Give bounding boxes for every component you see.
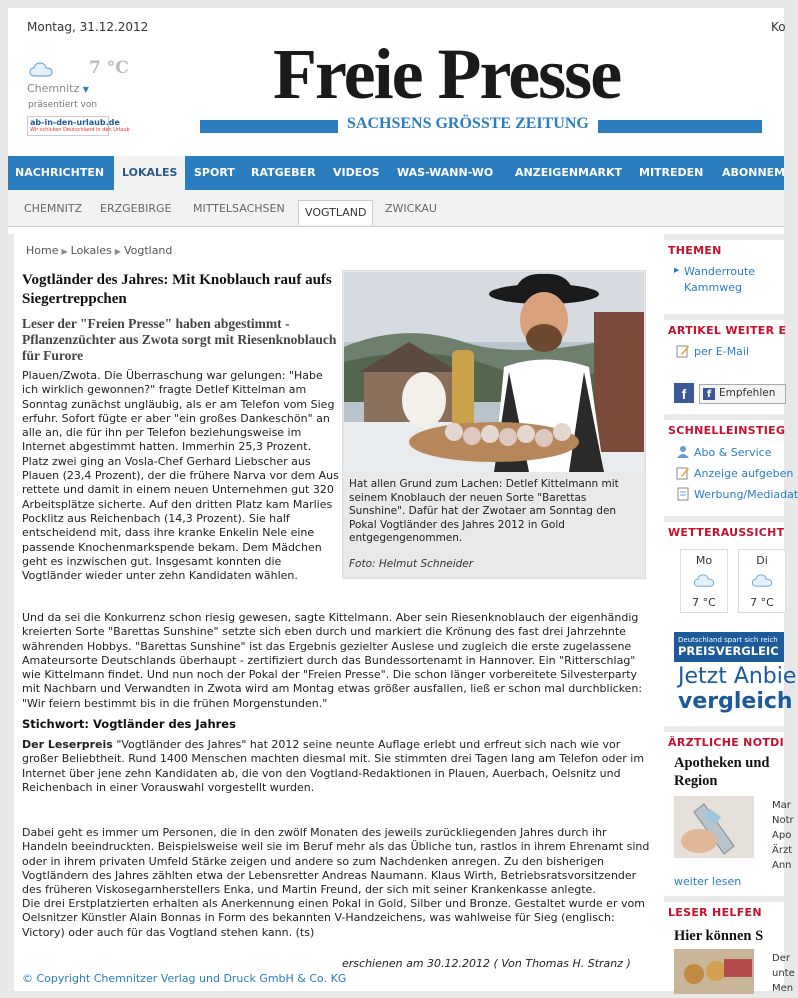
article-photo-box [342, 270, 646, 579]
quicklink-anzeige[interactable]: Anzeige aufgeben [694, 467, 794, 480]
weather-day-label: Di [756, 554, 768, 567]
weather-day-mo[interactable] [680, 549, 728, 613]
header-right-link[interactable]: Ko [771, 20, 786, 34]
sponsor-name: ab-in-den-urlaub.de [30, 118, 120, 127]
sidebar-divider [664, 516, 784, 522]
nav-item-lokales[interactable]: LOKALES [114, 156, 185, 190]
nav-item-abonnement[interactable]: ABONNEM [722, 166, 786, 179]
quicklink-werbung[interactable]: Werbung/Mediadat [694, 488, 798, 501]
presented-by-label: präsentiert von [28, 100, 98, 110]
subnav-item-vogtland[interactable]: VOGTLAND [298, 200, 373, 225]
city-select[interactable] [27, 82, 89, 95]
notdienst-thumbnail[interactable] [674, 796, 754, 858]
article-paragraph-1: Plauen/Zwota. Die Überraschung war gelungen: "Habe ich wirklich gewonnen?" fragte Detlef Kittelman am Sonntag zunächst ungläubig, als er am Telefon vom Sieg erfuhr. Sofort fügte er aber "ein großes Dankeschön" an alle an, die für ihn per Telefon beziehungsweise im Internet abgestimmt hatten. Immerhin 25,3 Prozent. Platz zwei ging an Vosla-Chef Gerhard Liebscher aus Plauen (23,4 Prozent), der die frühere Narva vor dem Aus rettete und damit in einem neuen Unternehmen gut 320 Arbeitsplätze sicherte. Auf den dritten Platz kam Marlies Pocklitz aus Reichenbach (14,3 Prozent). Sie half entscheidend mit, dass ihre kranke Enkelin Nele eine passende Knochenmarkspende bekam. Dem Mädchen geht es inzwischen gut. Insgesamt konnten die Vogtländer wieder unter zehn Kandidaten wählen. [22, 369, 339, 583]
nav-item-videos[interactable]: VIDEOS [333, 166, 380, 179]
notdienst-line-4: Ärzt [772, 845, 793, 856]
ad-line-1: Jetzt Anbie [678, 664, 797, 689]
infobox-title: Stichwort: Vogtländer des Jahres [22, 717, 236, 731]
sidebar-themen-link[interactable]: Wanderroute Kammweg [684, 265, 756, 294]
sidebar-schnell-title: SCHNELLEINSTIEG [668, 424, 786, 437]
chevron-right-icon: ▶ [114, 247, 121, 256]
ad-brand: PREISVERGLEIC [678, 644, 779, 658]
sidebar-themen-title: THEMEN [668, 244, 722, 257]
helfen-line-2: unte [772, 968, 795, 979]
notdienst-line-3: Apo [772, 830, 792, 841]
weather-day-temp: 7 °C [750, 596, 774, 609]
cloud-icon [29, 62, 53, 78]
article-photo[interactable] [344, 272, 644, 472]
subnav-item-zwickau[interactable]: ZWICKAU [385, 202, 437, 215]
ad-line-2: vergleich [678, 689, 793, 714]
helfen-line-1: Der [772, 953, 790, 964]
notdienst-line-2: Notr [772, 815, 794, 826]
sidebar-divider [664, 314, 784, 320]
article-lead: Leser der "Freien Presse" haben abgestimmt - Pflanzenzüchter aus Zwota sorgt mit Riesenknoblauch für Furore [22, 316, 337, 363]
infobox-lead: Der Leserpreis [22, 738, 113, 751]
sponsor-logo[interactable] [27, 116, 130, 136]
cloud-icon [751, 574, 773, 588]
left-gutter [8, 234, 14, 991]
sidebar-divider [664, 234, 784, 240]
page [8, 8, 798, 994]
quicklink-abo[interactable]: Abo & Service [694, 446, 772, 459]
nav-item-mitreden[interactable]: MITREDEN [639, 166, 704, 179]
sub-nav [8, 190, 784, 227]
notdienst-line-1: Mar [772, 800, 791, 811]
sidebar-divider [664, 414, 784, 420]
helfen-thumbnail[interactable] [674, 949, 754, 994]
ad-top-text: Deutschland spart sich reich [678, 636, 778, 644]
sidebar-helfen-title: LESER HELFEN [668, 906, 762, 919]
sidebar-wetter-title: WETTERAUSSICHT [668, 526, 785, 539]
photo-illustration [344, 272, 644, 472]
chevron-right-icon: ▶ [61, 247, 68, 256]
article-paragraph-2: Und da sei die Konkurrenz schon riesig gewesen, sagte Kittelmann. Aber sein Riesenknoblauch der eigenhändig kreierten Sorte "Barettas Sunshine" setzte sich eben durch und markiert die Krönung des fast drei Jahrzehnte währenden Hobbys. "Barettas Sunshine" ist das Ergebnis gezielter Auslese und zugleich die erste zugelassene Amateursorte Deutschlands überhaupt - zertifiziert durch das Bundessortenamt in Hannover. Ein "Ritterschlag" wie Kittelmann findet. Und nun noch der Pokal der "Freien Presse". Die schon länger vorbereitete Silvesterparty mit Nachbarn und Verwandten in Zwota wird am Montag etwas größer ausfallen, ließ er schon mal durchblicken: "Wir feiern bestimmt bis in die frühen Morgenstunden." [22, 611, 643, 710]
header-temperature: 7 °C [89, 58, 129, 78]
helfen-line-3: Men [772, 983, 794, 994]
coins-image [674, 949, 754, 994]
notdienst-read-more-link[interactable]: weiter lesen [674, 875, 742, 888]
facebook-icon: f [703, 388, 715, 400]
nav-item-sport[interactable]: SPORT [194, 166, 235, 179]
pencil-icon [676, 466, 690, 480]
facebook-icon[interactable]: f [674, 383, 694, 403]
sidebar-artikel-title: ARTIKEL WEITER E [668, 324, 787, 337]
cloud-icon [693, 574, 715, 588]
breadcrumb [26, 244, 172, 257]
advertisement-banner[interactable] [674, 632, 797, 750]
sidebar-divider [664, 726, 784, 732]
breadcrumb-home[interactable]: Home [26, 244, 59, 257]
copyright-link[interactable]: © Copyright Chemnitzer Verlag und Druck GmbH & Co. KG [22, 972, 347, 985]
nav-item-was-wann-wo[interactable]: WAS-WANN-WO [397, 166, 494, 179]
facebook-like-button[interactable] [699, 384, 786, 404]
main-nav [8, 156, 784, 190]
nav-item-anzeigenmarkt[interactable]: ANZEIGENMARKT [515, 166, 623, 179]
share-email-link[interactable]: per E-Mail [694, 345, 750, 358]
nav-item-nachrichten[interactable]: NACHRICHTEN [15, 166, 105, 179]
chevron-down-icon: ▼ [82, 85, 89, 94]
site-logo[interactable]: Freie Presse [273, 34, 621, 114]
notdienst-heading[interactable]: Apotheken und Region [674, 755, 770, 789]
infobox-text: "Vogtländer des Jahres" hat 2012 seine neunte Auflage erlebt und erfreut sich nach wie vor großer Beliebtheit. Rund 1400 Menschen machten diesmal mit. Sie stimmten drei Tagen lang am Telefon oder im Internet über jene zehn Kandidaten ab, die von den Vogtland-Redaktionen in Plauen, Auerbach, Oelsnitz und Reichenbach in einer Vorauswahl vorgestellt wurden. [22, 738, 645, 794]
photo-credit: Foto: Helmut Schneider [349, 558, 474, 570]
city-label: Chemnitz [27, 82, 80, 95]
subnav-item-erzgebirge[interactable]: ERZGEBIRGE [100, 202, 172, 215]
phone-image [674, 796, 754, 858]
article-paragraph-5: Die drei Erstplatzierten erhalten als Anerkennung einen Pokal in Gold, Silber und Bronze. Gestaltet wurde er vom Oelsnitzer Künstler Alain Bonnas in Form des bekannten V-Handzeichens, was wahlweise für Sieg (englisch: Victory) oder auch für das Vogtland stehen kann. (ts) [22, 897, 645, 939]
weather-day-label: Mo [695, 554, 713, 567]
article-title: Vogtländer des Jahres: Mit Knoblauch rauf aufs Siegertreppchen [22, 272, 332, 307]
article-paragraph-4: Dabei geht es immer um Personen, die in den zwölf Monaten des jeweils zurückliegenden Jahres durch ihr Handeln beeindruckten. Beispielsweise weil sie im Beruf mehr als das Übliche tun, rastlos in ihrem Ehrenamt sind oder in ihrem privaten Umfeld Stärke zeigen und andere so zum Nachdenken anregen. Zu den bisherigen Vogtländern des Jahres zählten etwa der Lebensretter Andreas Naumann. Klaus Wirth, Betriebsratsvorsitzender des früheren Viskosegarnherstellers Enka, und Martin Freund, der sich mit seiner Krankenkasse anlegte. [22, 826, 650, 897]
helfen-heading[interactable]: Hier können S [674, 928, 764, 944]
sponsor-slogan: Wir schicken Deutschland in den Urlaub [30, 127, 130, 133]
photo-caption: Hat allen Grund zum Lachen: Detlef Kittelmann mit seinem Knoblauch der neuen Sorte "Barettas Sunshine". Dafür hat der Zwotaer am Sonntag den Pokal Vogtländer des Jahres 2012 in Gold entgegengenommen. [349, 478, 619, 544]
subnav-item-chemnitz[interactable]: CHEMNITZ [24, 202, 83, 215]
sidebar [664, 234, 798, 994]
breadcrumb-vogtland[interactable]: Vogtland [123, 244, 173, 257]
header-date: Montag, 31.12.2012 [27, 20, 149, 34]
nav-item-ratgeber[interactable]: RATGEBER [251, 166, 316, 179]
pencil-icon [676, 344, 690, 358]
chevron-right-icon: ▶ [674, 266, 680, 274]
breadcrumb-lokales[interactable]: Lokales [70, 244, 112, 257]
sidebar-divider [664, 896, 784, 902]
subnav-item-mittelsachsen[interactable]: MITTELSACHSEN [193, 202, 285, 215]
article-paragraph-3 [22, 738, 652, 795]
weather-day-di[interactable] [738, 549, 786, 613]
user-icon [676, 445, 690, 459]
notdienst-line-5: Ann [772, 860, 792, 871]
weather-day-temp: 7 °C [692, 596, 716, 609]
facebook-like-label: Empfehlen [719, 387, 776, 399]
site-tagline: SACHSENS GRÖSSTE ZEITUNG [338, 115, 598, 133]
sidebar-notdienst-title: ÄRZTLICHE NOTDI [668, 736, 784, 749]
document-icon [676, 487, 690, 501]
article-byline: erschienen am 30.12.2012 ( Von Thomas H. Stranz ) [342, 957, 631, 970]
